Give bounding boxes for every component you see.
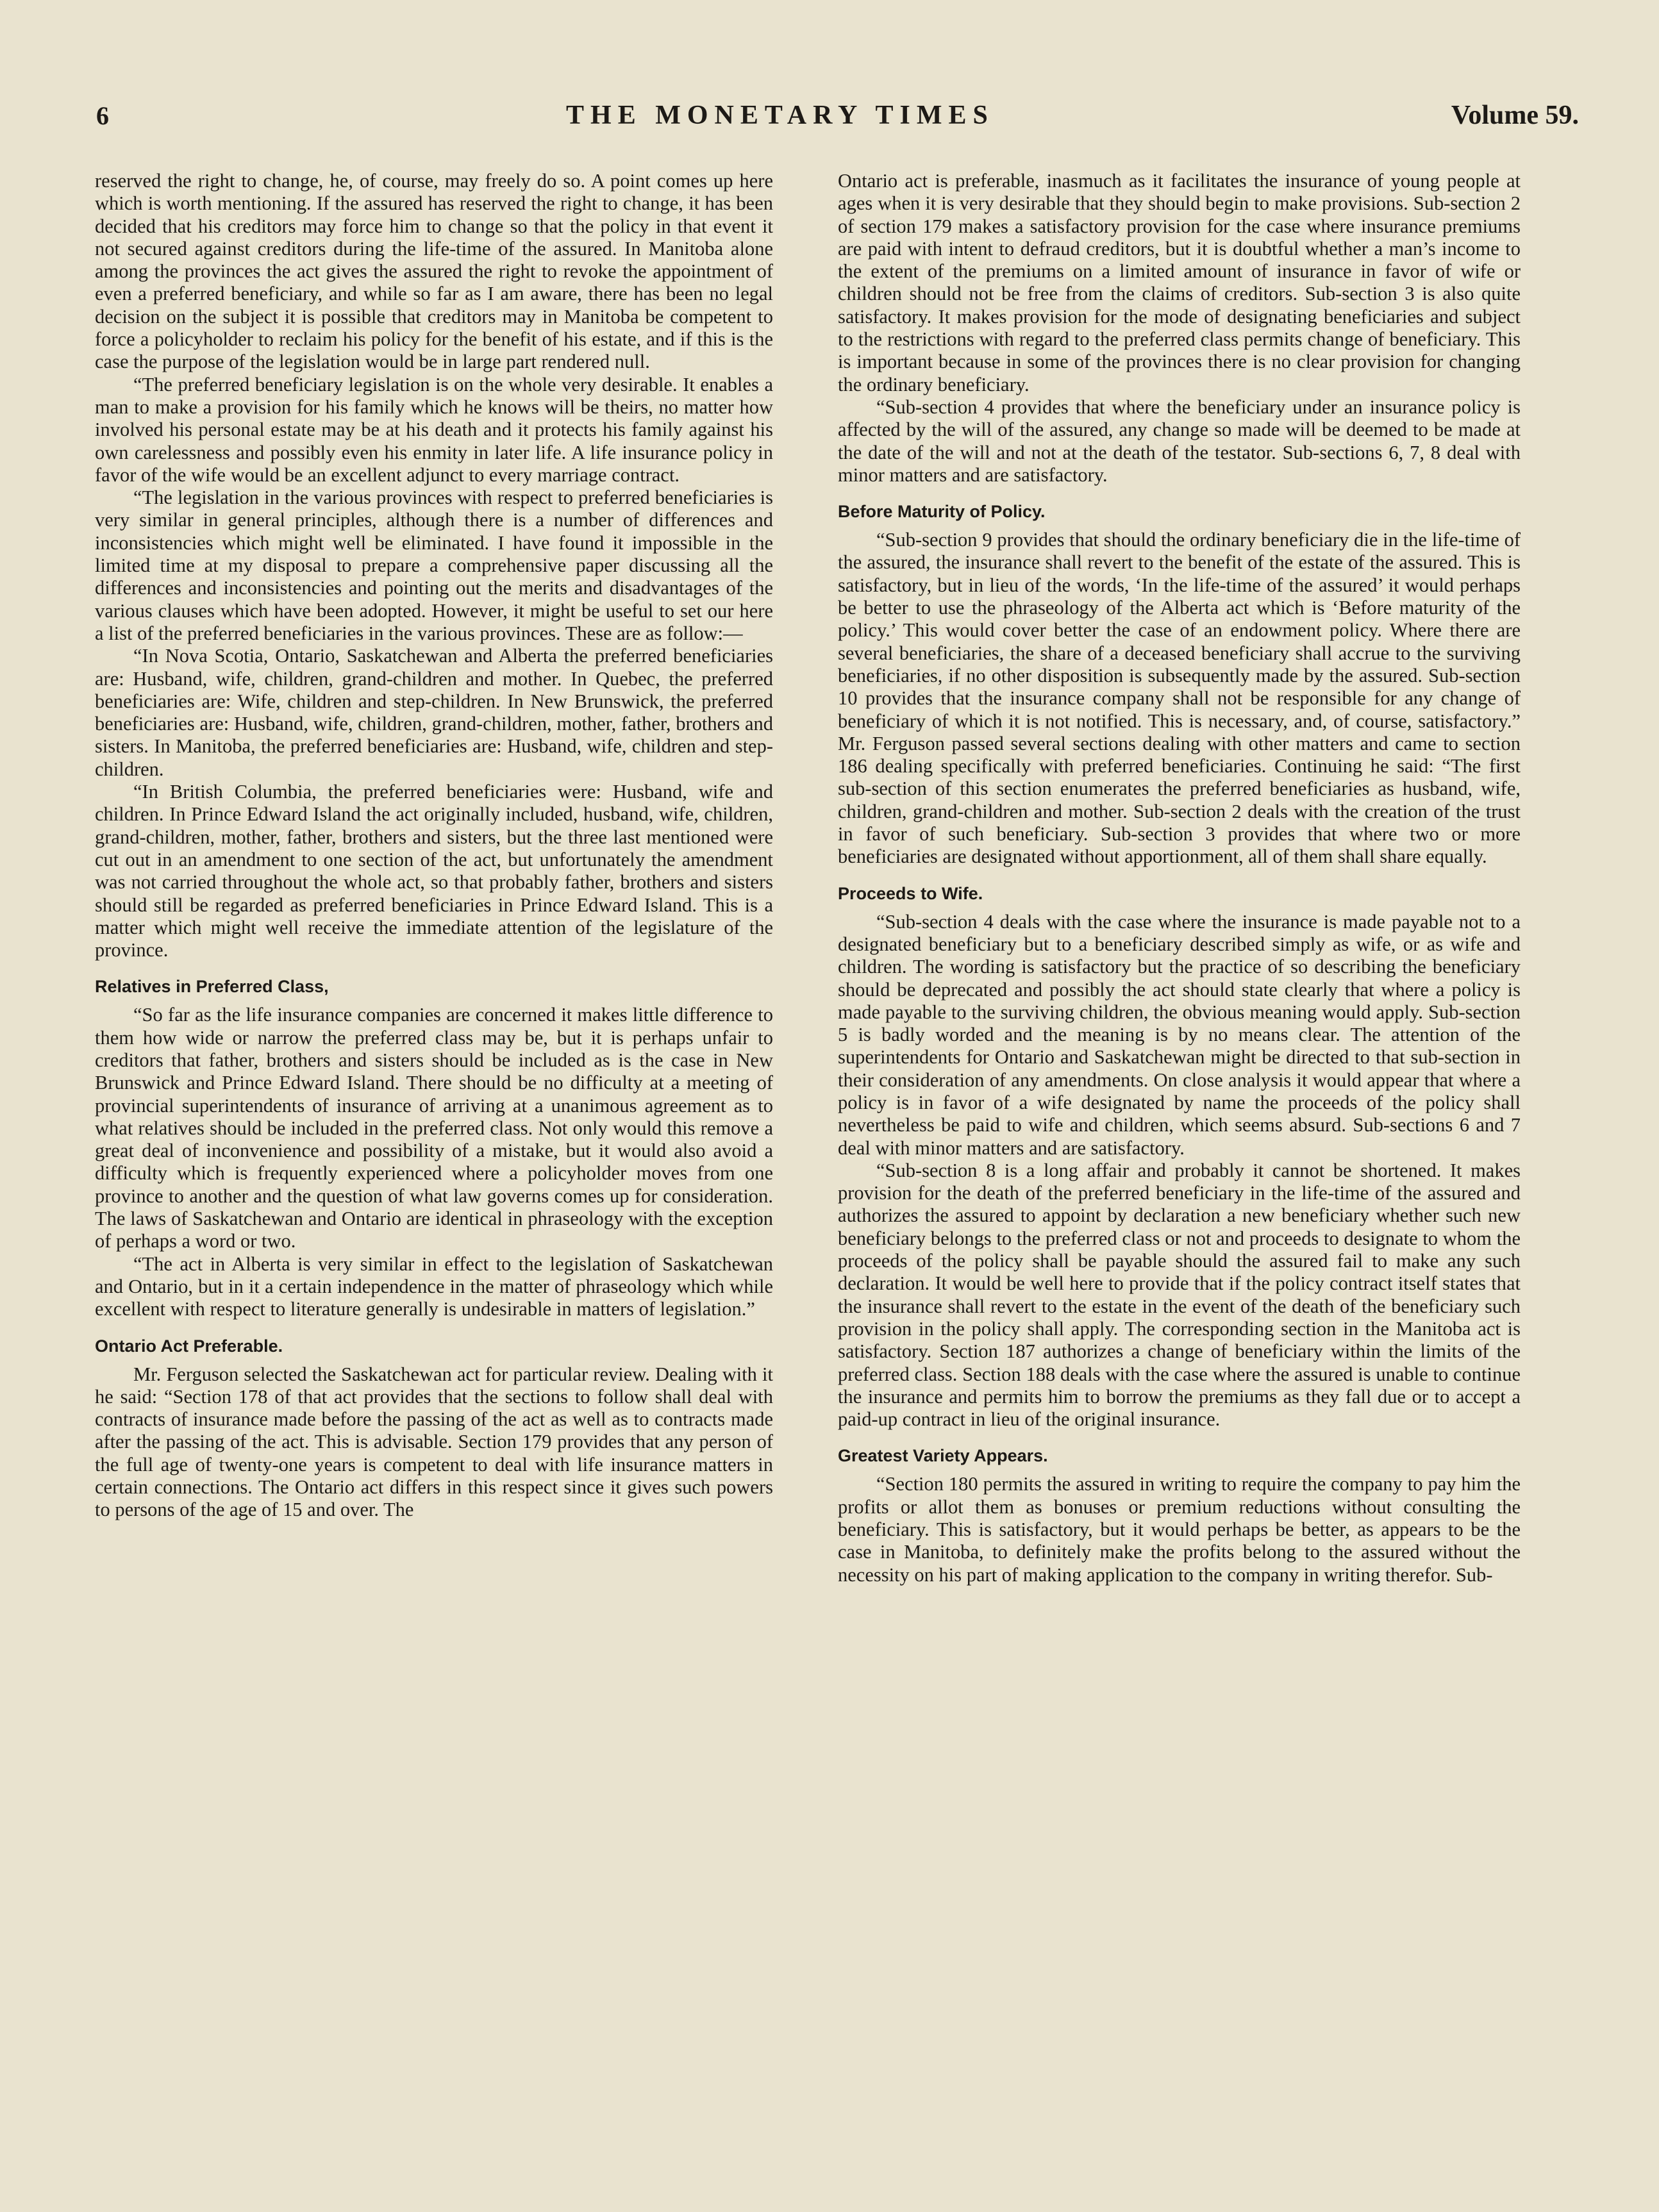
paragraph: “In British Columbia, the preferred beneficiaries were: Husband, wife and children. In Prince Edward Island the act originally included, husband, wife, children, grand-children, mother, father, brothers and sisters, but the three last mentioned were cut out in an amendment to one section of the act, but unfortunately the amendment was not carried throughout the whole act, so that probably father, brothers and sisters should still be regarded as preferred beneficiaries in Prince Edward Island. This is a matter which might well receive the immediate attention of the legislature of the province.	[95, 781, 773, 961]
paragraph: “Sub-section 4 provides that where the beneficiary under an insurance policy is affected by the will of the assured, any change so made will be deemed to be made at the date of the will and not at the death of the testator. Sub-sections 6, 7, 8 deal with minor matters and are satisfactory.	[838, 395, 1521, 486]
right-column	[838, 170, 1521, 1586]
paragraph: Mr. Ferguson selected the Saskatchewan act for particular review. Dealing with it he said: “Section 178 of that act provides that the sections to follow shall deal with contracts of insurance made before the passing of the act as well as to contracts made after the passing of the act. This is advisable. Section 179 provides that any person of the full age of twenty-one years is competent to deal with life insurance matters in certain connections. The Ontario act differs in this respect since it gives such powers to persons of the age of 15 and over. The	[95, 1363, 773, 1521]
left-column	[95, 170, 773, 1522]
paragraph: “So far as the life insurance companies are concerned it makes little difference to them how wide or narrow the preferred class may be, but it is perhaps unfair to creditors that father, brothers and sisters should be included as is the case in New Brunswick and Prince Edward Island. There should be no difficulty at a meeting of provincial superintendents of insurance of arriving at a unanimous agreement as to what relatives should be included in the preferred class. Not only would this remove a great deal of inconvenience and possibility of a mistake, but it would also avoid a difficulty which is frequently experienced where a policyholder moves from one province to another and the question of what law governs comes up for consideration. The laws of Saskatchewan and Ontario are identical in phraseology with the exception of perhaps a word or two.	[95, 1004, 773, 1252]
volume-label: Volume 59.	[1451, 101, 1579, 130]
paragraph: “Section 180 permits the assured in writing to require the company to pay him the profits or allot them as bonuses or premium reductions without consulting the beneficiary. This is satisfactory, but it would perhaps be better, as appears to be the case in Manitoba, to definitely make the profits belong to the assured without the necessity on his part of making application to the company in writing therefor. Sub-	[838, 1473, 1521, 1586]
section-heading: Relatives in Preferred Class,	[95, 977, 329, 997]
page-header	[96, 90, 1579, 141]
journal-title: THE MONETARY TIMES	[566, 101, 994, 130]
section-heading: Ontario Act Preferable.	[95, 1336, 283, 1356]
paragraph: “The preferred beneficiary legislation is on the whole very desirable. It enables a man to make a provision for his family which he knows will be theirs, no matter how involved his personal estate may be at his death and it protects his family against his own carelessness and possibly even his enmity in later life. A life insurance policy in favor of the wife would be an excellent adjunct to every marriage contract.	[95, 373, 773, 486]
paragraph: “Sub-section 4 deals with the case where the insurance is made payable not to a designated beneficiary but to a beneficiary described simply as wife, or as wife and children. The wording is satisfactory but the practice of so describing the beneficiary should be deprecated and possibly the act should state clearly that where a policy is made payable to the surviving children, the obvious meaning would apply. Sub-section 5 is badly worded and the meaning is by no means clear. The attention of the superintendents for Ontario and Saskatchewan might be directed to that sub-section in their consideration of any amendments. On close analysis it would appear that where a policy is in favor of a wife designated by name the proceeds of the policy shall nevertheless be paid to wife and children, which seems absurd. Sub-sections 6 and 7 deal with minor matters and are satisfactory.	[838, 910, 1521, 1159]
paragraph: “The legislation in the various provinces with respect to preferred beneficiaries is very similar in general principles, although there is a number of differences and inconsistencies which might well be eliminated. I have found it impossible in the limited time at my disposal to prepare a comprehensive paper discussing all the differences and inconsistencies and pointing out the merits and disadvantages of the various clauses which have been adopted. However, it might be useful to set our here a list of the preferred beneficiaries in the various provinces. These are as follow:—	[95, 486, 773, 644]
paragraph: “Sub-section 9 provides that should the ordinary beneficiary die in the life-time of the assured, the insurance shall revert to the benefit of the estate of the assured. This is satisfactory, but in lieu of the words, ‘In the life-time of the assured’ it would perhaps be better to use the phraseology of the Alberta act which is ‘Before maturity of the policy.’ This would cover better the case of an endowment policy. Where there are several beneficiaries, the share of a deceased beneficiary shall accrue to the surviving beneficiaries, if no other disposition is subsequently made by the assured. Sub-section 10 provides that the insurance company shall not be responsible for any change of beneficiary of which it is not notified. This is necessary, and, of course, satisfactory.” Mr. Ferguson passed several sections dealing with other matters and came to section 186 dealing specifically with preferred beneficiaries. Continuing he said: “The first sub-section of this section enumerates the preferred beneficiaries as husband, wife, children, grand-children and mother. Sub-section 2 deals with the creation of the trust in favor of such beneficiary. Sub-section 3 provides that where two or more beneficiaries are designated without apportionment, all of them shall share equally.	[838, 529, 1521, 868]
paragraph: Ontario act is preferable, inasmuch as it facilitates the insurance of young people at ages when it is very desirable that they should begin to make provisions. Sub-section 2 of section 179 makes a satisfactory provision for the case where insurance premiums are paid with intent to defraud creditors, but it is doubtful whether a man’s income to the extent of the premiums on a limited amount of insurance in favor of wife or children should not be free from the claims of creditors. Sub-section 3 is also quite satisfactory. It makes provision for the mode of designating beneficiaries and subject to the restrictions with regard to the preferred class permits change of beneficiary. This is important because in some of the provinces there is no clear provision for changing the ordinary beneficiary.	[838, 170, 1521, 395]
paragraph: reserved the right to change, he, of course, may freely do so. A point comes up here which is worth mentioning. If the assured has reserved the right to change, it has been decided that his creditors may force him to change so that the policy in that event it not secured against creditors during the life-time of the assured. In Manitoba alone among the provinces the act gives the assured the right to revoke the appointment of even a preferred beneficiary, and while so far as I am aware, there has been no legal decision on the subject it is possible that creditors may in Manitoba be competent to force a policyholder to reclaim his policy for the benefit of his estate, and if this is the case the purpose of the legislation would be in large part rendered null.	[95, 170, 773, 373]
section-heading: Before Maturity of Policy.	[838, 502, 1046, 522]
paragraph: “The act in Alberta is very similar in effect to the legislation of Saskatchewan and Ontario, but in it a certain independence in the matter of phraseology which while excellent with respect to literature generally is undesirable in matters of legislation.”	[95, 1252, 773, 1320]
paragraph: “Sub-section 8 is a long affair and probably it cannot be shortened. It makes provision for the death of the preferred beneficiary in the life-time of the assured and authorizes the assured to appoint by declaration a new beneficiary whether such new beneficiary belongs to the preferred class or not and proceeds to designate to whom the proceeds of the policy shall be payable should the assured fail to make any such declaration. It would be well here to provide that if the policy contract itself states that the insurance shall revert to the estate in the event of the death of the beneficiary such provision in the policy shall apply. The corresponding section in the Manitoba act is satisfactory. Section 187 authorizes a change of beneficiary within the limits of the preferred class. Section 188 deals with the case where the assured is unable to continue the insurance and permits him to borrow the premiums as they fall due or to accept a paid-up contract in lieu of the original insurance.	[838, 1159, 1521, 1431]
section-heading: Proceeds to Wife.	[838, 883, 983, 903]
page-number: 6	[96, 101, 109, 130]
section-heading: Greatest Variety Appears.	[838, 1446, 1048, 1466]
paragraph: “In Nova Scotia, Ontario, Saskatchewan and Alberta the preferred beneficiaries are: Husband, wife, children, grand-children and mother. In Quebec, the preferred beneficiaries are: Wife, children and step-children. In New Brunswick, the preferred beneficiaries are: Husband, wife, children, grand-children, mother, father, brothers and sisters. In Manitoba, the preferred beneficiaries are: Husband, wife, children and step-children.	[95, 645, 773, 780]
